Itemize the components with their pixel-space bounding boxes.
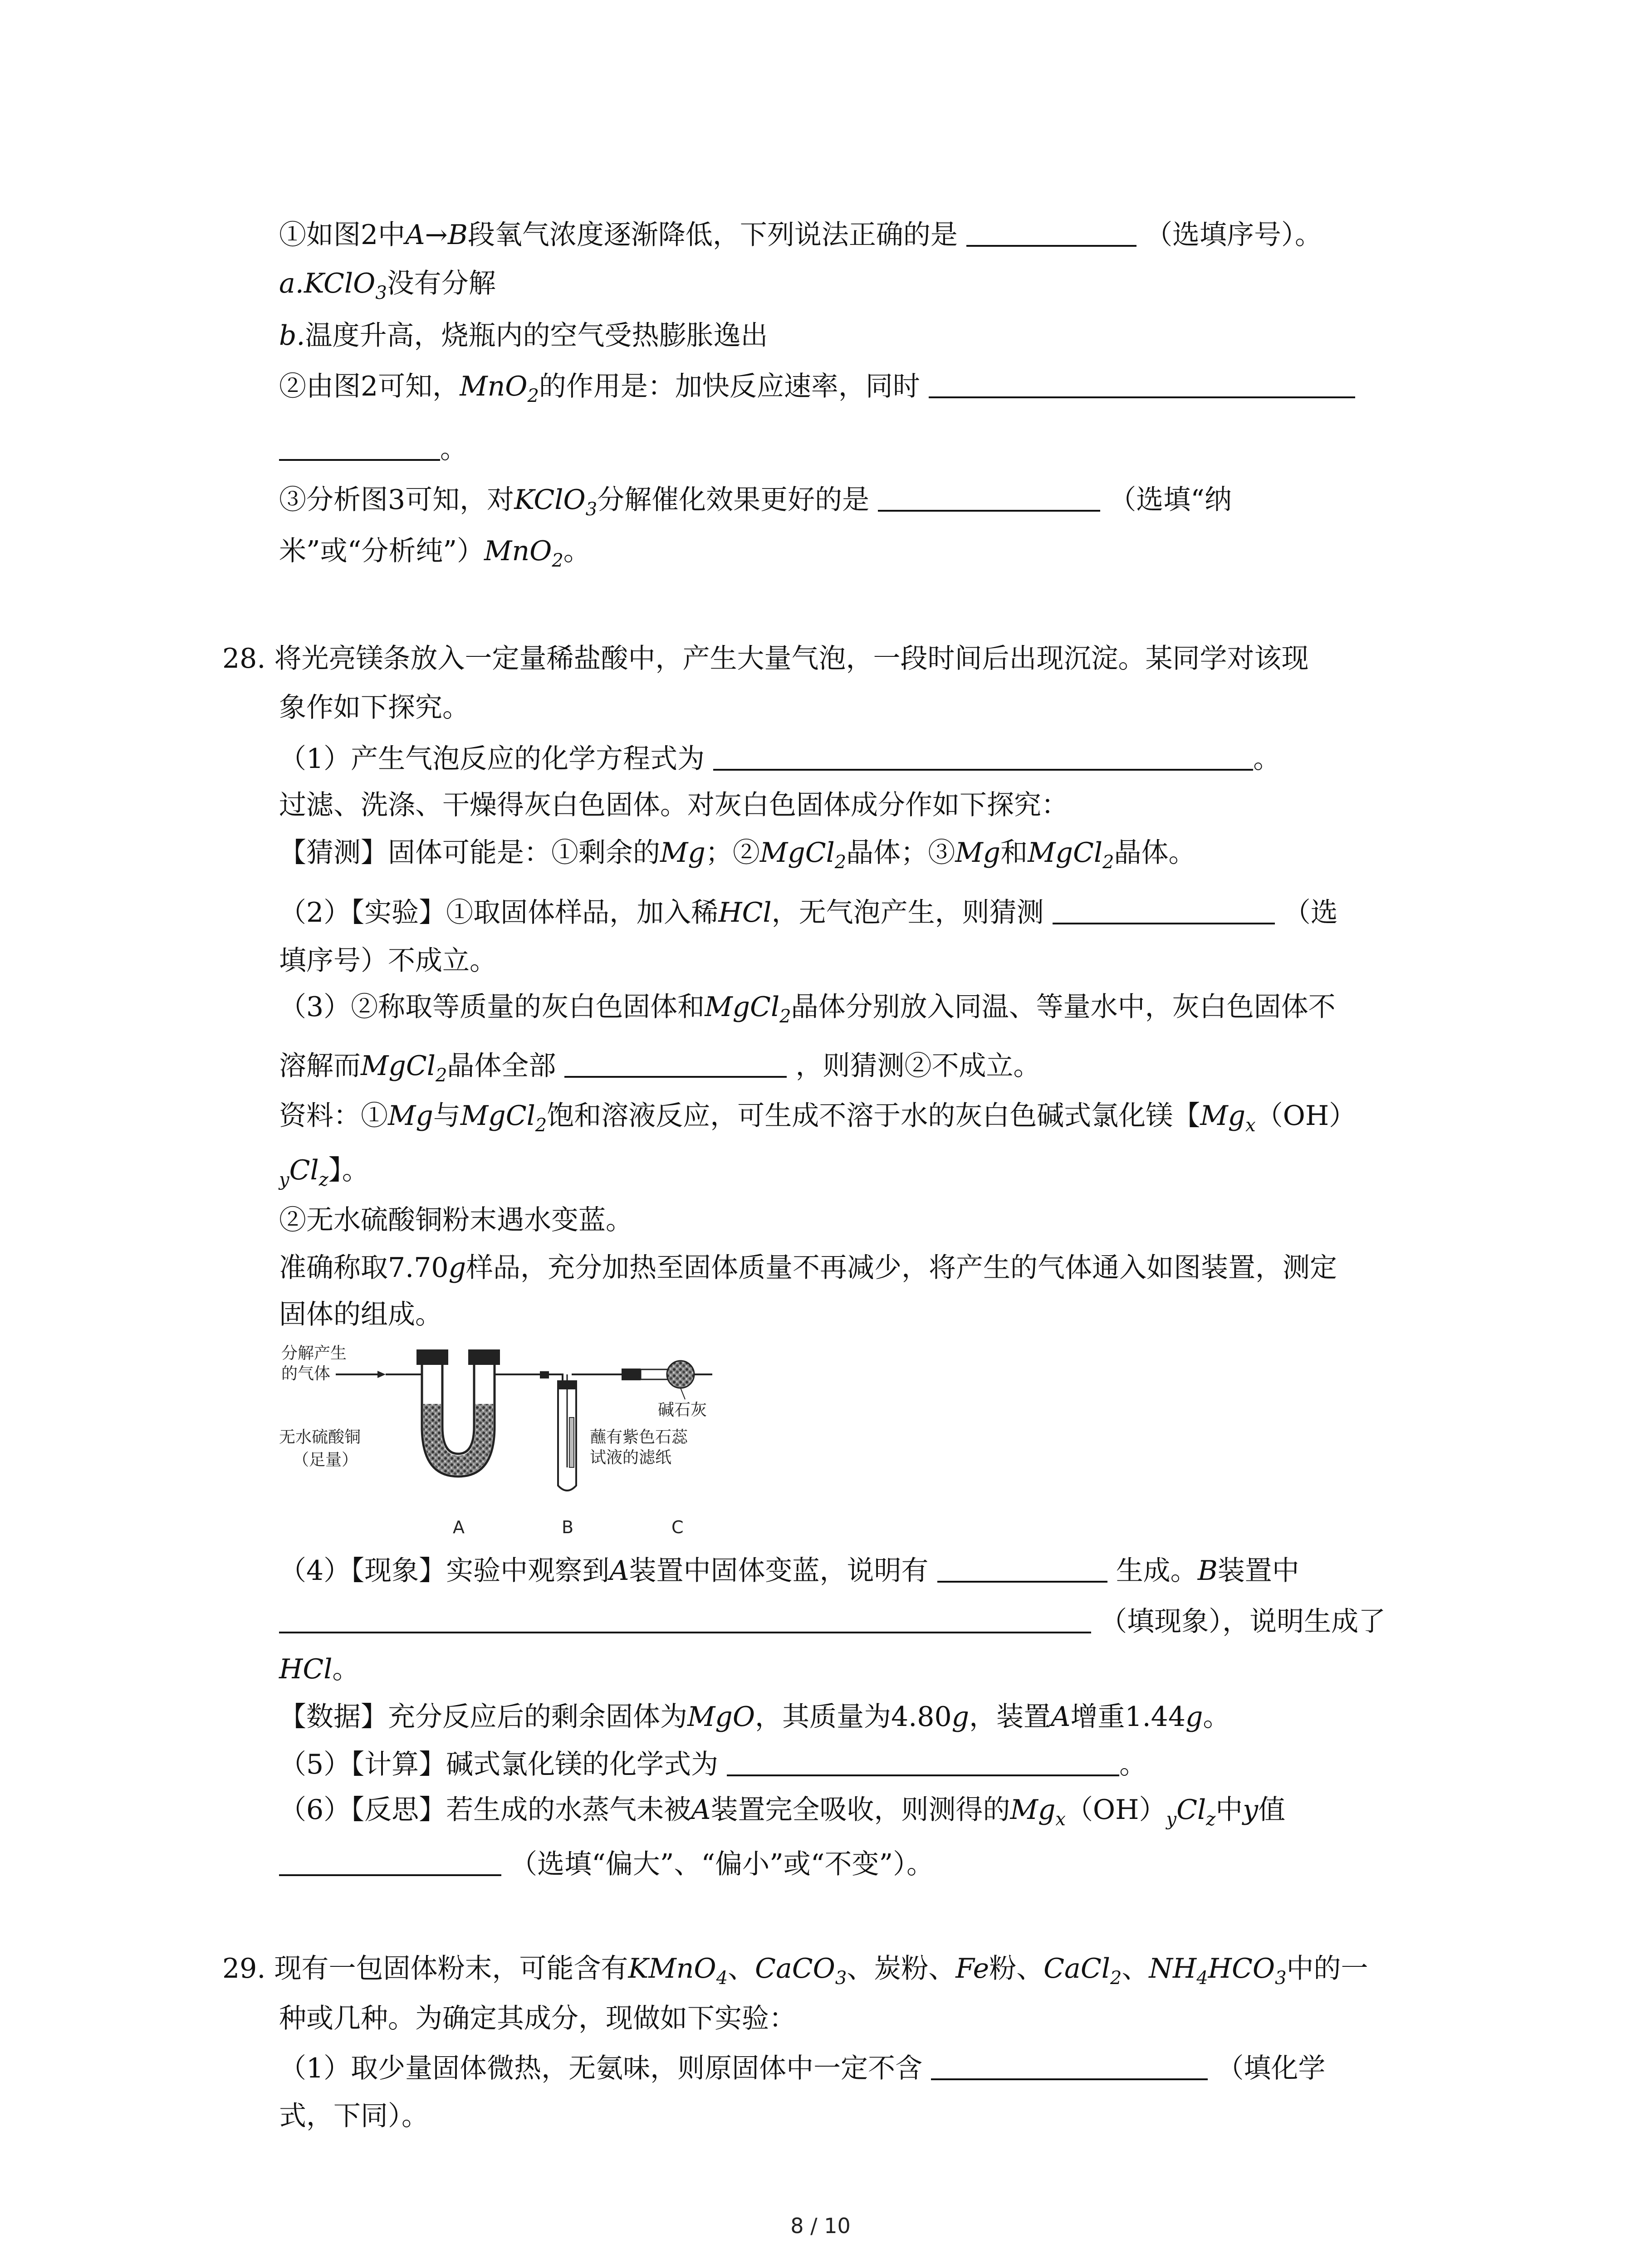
question-number: 28. (222, 643, 266, 675)
q28-sub-6-cont: （选填“偏大”、“偏小”或“不变”）。 (279, 1846, 934, 1882)
answer-blank[interactable] (929, 371, 1355, 398)
question-number: 29. (222, 1953, 266, 1984)
apparatus-figure (272, 1336, 753, 1545)
label-cuso4-line2: （足量） (293, 1451, 358, 1469)
q27-item-2-cont: 。 (279, 431, 467, 467)
q28-sub-5: （5）【计算】碱式氯化镁的化学式为 。 (279, 1749, 1147, 1780)
q28-sub-2: （2）【实验】①取固体样品，加入稀HCl，无气泡产生，则猜测 （选 (279, 897, 1338, 929)
q28-sub-3-cont: 溶解而MgCl$_2$晶体全部 ，则猜测②不成立。 (279, 1050, 1041, 1086)
answer-blank[interactable] (279, 434, 440, 461)
q28-sub-3: （3）②称取等质量的灰白色固体和MgCl$_2$晶体分别放入同温、等量水中，灰白色固体不 (279, 991, 1336, 1027)
answer-blank[interactable] (727, 1749, 1119, 1776)
q28-data-2: ②无水硫酸铜粉末遇水变蓝。 (279, 1204, 633, 1236)
answer-blank[interactable] (937, 1555, 1107, 1583)
q27-item-2: ②由图2可知，MnO$_2$的作用是：加快反应速率，同时 (279, 368, 1355, 414)
answer-blank[interactable] (713, 743, 1253, 771)
q28-weigh: 准确称取7.70g样品，充分加热至固体质量不再减少，将产生的气体通入如图装置，测定 (279, 1252, 1337, 1284)
q28-data-1: 资料：①Mg与MgCl$_2$饱和溶液反应，可生成不溶于水的灰白色碱式氯化镁【$Mg_x(OH)$ (279, 1100, 1357, 1136)
q29-sub-1: （1）取少量固体微热，无氨味，则原固体中一定不含 （填化学 (279, 2053, 1326, 2084)
q28-data-result: 【数据】充分反应后的剩余固体为MgO，其质量为4.80g，装置A增重1.44g。 (279, 1701, 1230, 1733)
q28-sub-4-end: HCl。 (279, 1653, 360, 1685)
arrow-head-icon (377, 1371, 386, 1378)
q27-option-a: a.KClO$_3$没有分解 (279, 268, 496, 303)
q28-sub-2-cont: 填序号）不成立。 (279, 945, 497, 977)
q28-sub-4: （4）【现象】实验中观察到A装置中固体变蓝，说明有 生成。B装置中 (279, 1555, 1299, 1587)
q28-weigh-cont: 固体的组成。 (279, 1299, 442, 1330)
label-litmus-line2: 试液的滤纸 (590, 1448, 672, 1467)
label-cuso4-line1: 无水硫酸铜 (279, 1428, 361, 1447)
q28-data-1-cont: $_yCl_z$】。 (279, 1154, 369, 1190)
q29-stem: 29. 现有一包固体粉末，可能含有KMnO$_4$、CaCO$_3$、炭粉、Fe粉、CaCl$_2$、$NH_4HCO_3$中的一 (222, 1953, 1368, 1989)
label-soda-lime: 碱石灰 (658, 1401, 707, 1419)
page-number: 8 / 10 (790, 2214, 851, 2238)
q28-filter: 过滤、洗涤、干燥得灰白色固体。对灰白色固体成分作如下探究： (279, 789, 1068, 821)
answer-blank[interactable] (966, 220, 1136, 247)
q27-item-3: ③分析图3可知，对KClO$_3$分解催化效果更好的是 （选填“纳 (279, 484, 1232, 520)
q28-guess: 【猜测】固体可能是：①剩余的Mg；②MgCl$_2$晶体；③Mg和MgCl$_2$晶体。 (279, 837, 1196, 873)
answer-blank[interactable] (279, 1849, 501, 1876)
q28-stem-cont: 象作如下探究。 (279, 692, 470, 723)
q27-item-3-cont: 米”或“分析纯”）MnO$_2$。 (279, 535, 591, 571)
answer-blank[interactable] (279, 1606, 1091, 1633)
q28-sub-1: （1）产生气泡反应的化学方程式为 。 (279, 743, 1281, 775)
q29-stem-cont: 种或几种。为确定其成分，现做如下实验： (279, 2003, 796, 2034)
u-tube-a (416, 1349, 500, 1476)
answer-blank[interactable] (1053, 897, 1275, 924)
label-litmus-line1: 蘸有紫色石蕊 (590, 1428, 688, 1447)
label-c: C (671, 1517, 684, 1537)
answer-blank[interactable] (878, 484, 1100, 512)
label-b: B (562, 1517, 574, 1537)
answer-blank[interactable] (931, 2053, 1208, 2080)
q28-stem: 28. 将光亮镁条放入一定量稀盐酸中，产生大量气泡，一段时间后出现沉淀。某同学对该现 (222, 643, 1309, 675)
q27-item-1: ①如图2中A→B段氧气浓度逐渐降低，下列说法正确的是 （选填序号）。 (279, 219, 1323, 251)
label-gas-line1: 分解产生 (281, 1344, 347, 1363)
answer-blank[interactable] (564, 1051, 787, 1078)
q29-sub-1-cont: 式，下同）。 (279, 2100, 429, 2132)
test-tube-b (557, 1374, 577, 1491)
label-a: A (453, 1517, 465, 1537)
q28-sub-6: （6）【反思】若生成的水蒸气未被A装置完全吸收，则测得的$Mg_x(OH)_yCl_z$中y值 (279, 1794, 1286, 1830)
soda-lime-tube-c (622, 1361, 712, 1388)
q28-sub-4-cont: （填现象），说明生成了 (279, 1603, 1386, 1640)
q27-option-b: b.温度升高，烧瓶内的空气受热膨胀逸出 (279, 320, 768, 352)
label-gas-line2: 的气体 (281, 1364, 331, 1383)
